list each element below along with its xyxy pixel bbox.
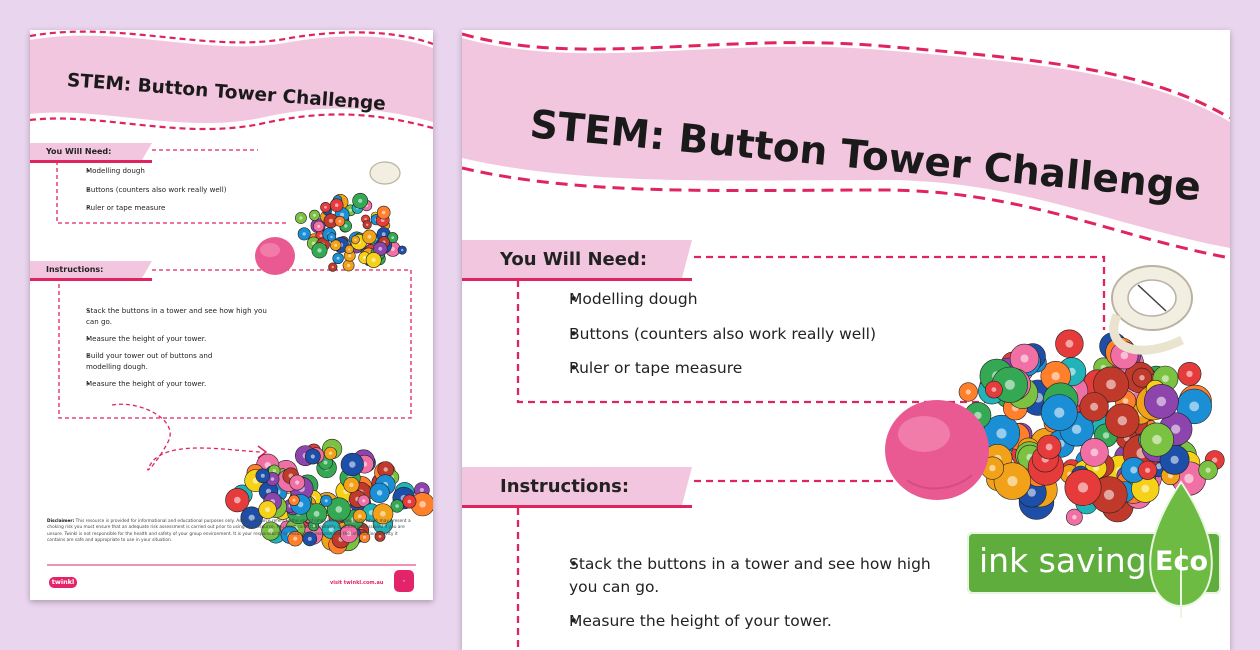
button-hole — [1104, 490, 1114, 500]
footer-url[interactable]: visit twinkl.com.au — [330, 580, 384, 586]
page-title: STEM: Button Tower Challenge — [66, 70, 387, 115]
button-hole — [1162, 375, 1169, 382]
button-hole — [1186, 371, 1192, 377]
button-hole — [362, 499, 365, 502]
button-hole — [382, 211, 386, 215]
button-hole — [332, 266, 334, 268]
button-hole — [329, 452, 332, 455]
button-hole — [293, 499, 296, 502]
button-hole — [1206, 468, 1211, 473]
button-hole — [1091, 449, 1099, 457]
button-hole — [1123, 398, 1129, 404]
needs-list — [73, 166, 227, 222]
button-hole — [1130, 467, 1137, 474]
button-hole — [234, 497, 241, 504]
button-hole — [330, 236, 332, 238]
button-hole — [317, 225, 320, 228]
button-hole — [1021, 355, 1029, 363]
button-hole — [1171, 425, 1180, 434]
button-hole — [358, 514, 362, 518]
button-hole — [354, 239, 356, 241]
button-hole — [1118, 416, 1127, 425]
button-hole — [317, 248, 321, 252]
button-hole — [265, 507, 270, 512]
button-hole — [395, 504, 399, 508]
button-hole — [1090, 403, 1098, 411]
list-item: • Stack the buttons in a tower and see how high you can go. — [73, 305, 273, 327]
button-hole — [349, 483, 353, 487]
modelling-dough — [885, 400, 989, 500]
button-hole — [419, 501, 426, 508]
list-item: • Ruler or tape measure — [550, 359, 876, 394]
you-will-need-heading: You Will Need: — [462, 240, 682, 278]
button-hole — [337, 257, 340, 260]
needs-list — [550, 290, 876, 394]
tape-measure — [370, 162, 400, 184]
button-hole — [303, 232, 306, 235]
disclaimer-text: Disclaimer: This resource is provided for informational and educational purposes only. As this resource refers to the use of small items/loose parts which may present a choking risk you must ensure that an adequate risk assessment is carried out prior to using this resource. You must contact a suitably qualified professional if you are unsure. Twinkl is not responsible for the health and safety of your group environment. It is your responsibility to ensure the resource and the information/activity it contains are safe and appropriate to use in your situation. — [47, 519, 411, 544]
list-item: • Stack the buttons in a tower and see how high you can go. — [550, 553, 931, 599]
button-hole — [1007, 476, 1017, 486]
list-item: • Ruler or tape measure — [73, 203, 227, 222]
button-hole — [378, 247, 382, 251]
button-hole — [368, 235, 372, 239]
button-hole — [1078, 482, 1088, 492]
button-hole — [408, 500, 412, 504]
button-hole — [329, 219, 333, 223]
button-hole — [1052, 372, 1060, 380]
button-hole — [372, 258, 376, 262]
list-item: • Measure the height of your tower. — [73, 333, 273, 344]
button-hole — [1139, 375, 1144, 380]
list-item: • Buttons (counters also work really well) — [550, 325, 876, 360]
button-hole — [391, 236, 394, 239]
button-hole — [314, 511, 320, 517]
button-hole — [324, 461, 328, 465]
worksheet-thumbnail — [30, 30, 433, 600]
list-item: • Measure the height of your tower. — [550, 610, 931, 633]
list-item: • Measure the height of your tower. — [73, 378, 273, 389]
list-item: • Modelling dough — [73, 166, 227, 185]
button-hole — [1152, 435, 1161, 444]
button-hole — [382, 232, 386, 236]
button-hole — [1103, 432, 1109, 438]
button-hole — [336, 506, 343, 513]
button-hole — [401, 249, 403, 251]
button-hole — [380, 511, 386, 517]
instructions-list — [550, 553, 931, 633]
button-hole — [989, 465, 995, 471]
button-hole — [295, 480, 299, 484]
button-hole — [992, 387, 997, 392]
instructions-heading: Instructions: — [30, 261, 142, 278]
button-hole — [1072, 515, 1077, 520]
buttons-pile-top — [295, 193, 406, 271]
button-hole — [377, 490, 382, 495]
button-hole — [1145, 468, 1150, 473]
twinkl-logo: twinkl — [49, 577, 77, 588]
button-hole — [1066, 340, 1074, 348]
list-item: • Build your tower out of buttons and modelling dough. — [73, 350, 236, 372]
instructions-heading: Instructions: — [462, 467, 682, 505]
ink-saving-label: ink saving — [979, 541, 1147, 580]
button-hole — [347, 264, 350, 267]
button-hole — [320, 234, 323, 237]
button-hole — [420, 488, 424, 492]
button-hole — [325, 499, 328, 502]
button-hole — [996, 428, 1006, 438]
button-hole — [348, 254, 351, 257]
button-hole — [1054, 408, 1064, 418]
button-hole — [338, 220, 341, 223]
button-hole — [1072, 425, 1081, 434]
button-hole — [313, 214, 316, 217]
button-hole — [273, 469, 276, 472]
button-hole — [271, 477, 275, 481]
button-hole — [349, 461, 355, 467]
button-hole — [334, 244, 337, 247]
button-hole — [366, 224, 368, 226]
button-hole — [1121, 352, 1129, 360]
button-hole — [1189, 402, 1199, 412]
button-hole — [1005, 380, 1015, 390]
button-hole — [364, 218, 366, 220]
button-hole — [1106, 380, 1116, 390]
button-hole — [311, 454, 315, 458]
eco-label: Eco — [1155, 546, 1208, 577]
instructions-list — [73, 305, 273, 389]
page-title: STEM: Button Tower Challenge — [527, 102, 1203, 211]
button-hole — [261, 474, 265, 478]
you-will-need-heading: You Will Need: — [30, 143, 142, 160]
list-item: • Buttons (counters also work really well) — [73, 185, 227, 204]
button-hole — [335, 203, 339, 207]
button-hole — [344, 224, 347, 227]
button-hole — [1046, 444, 1053, 451]
button-hole — [1157, 397, 1167, 407]
button-hole — [358, 199, 362, 203]
arrow-guide — [112, 404, 260, 470]
button-hole — [324, 206, 327, 209]
twinkl-badge: ✦ — [394, 570, 414, 592]
button-hole — [299, 216, 302, 219]
button-hole — [349, 209, 352, 212]
button-hole — [966, 389, 971, 394]
button-hole — [1171, 456, 1179, 464]
list-item: • Modelling dough — [550, 290, 876, 325]
button-hole — [363, 256, 366, 259]
button-hole — [384, 467, 388, 471]
button-hole — [348, 248, 350, 250]
